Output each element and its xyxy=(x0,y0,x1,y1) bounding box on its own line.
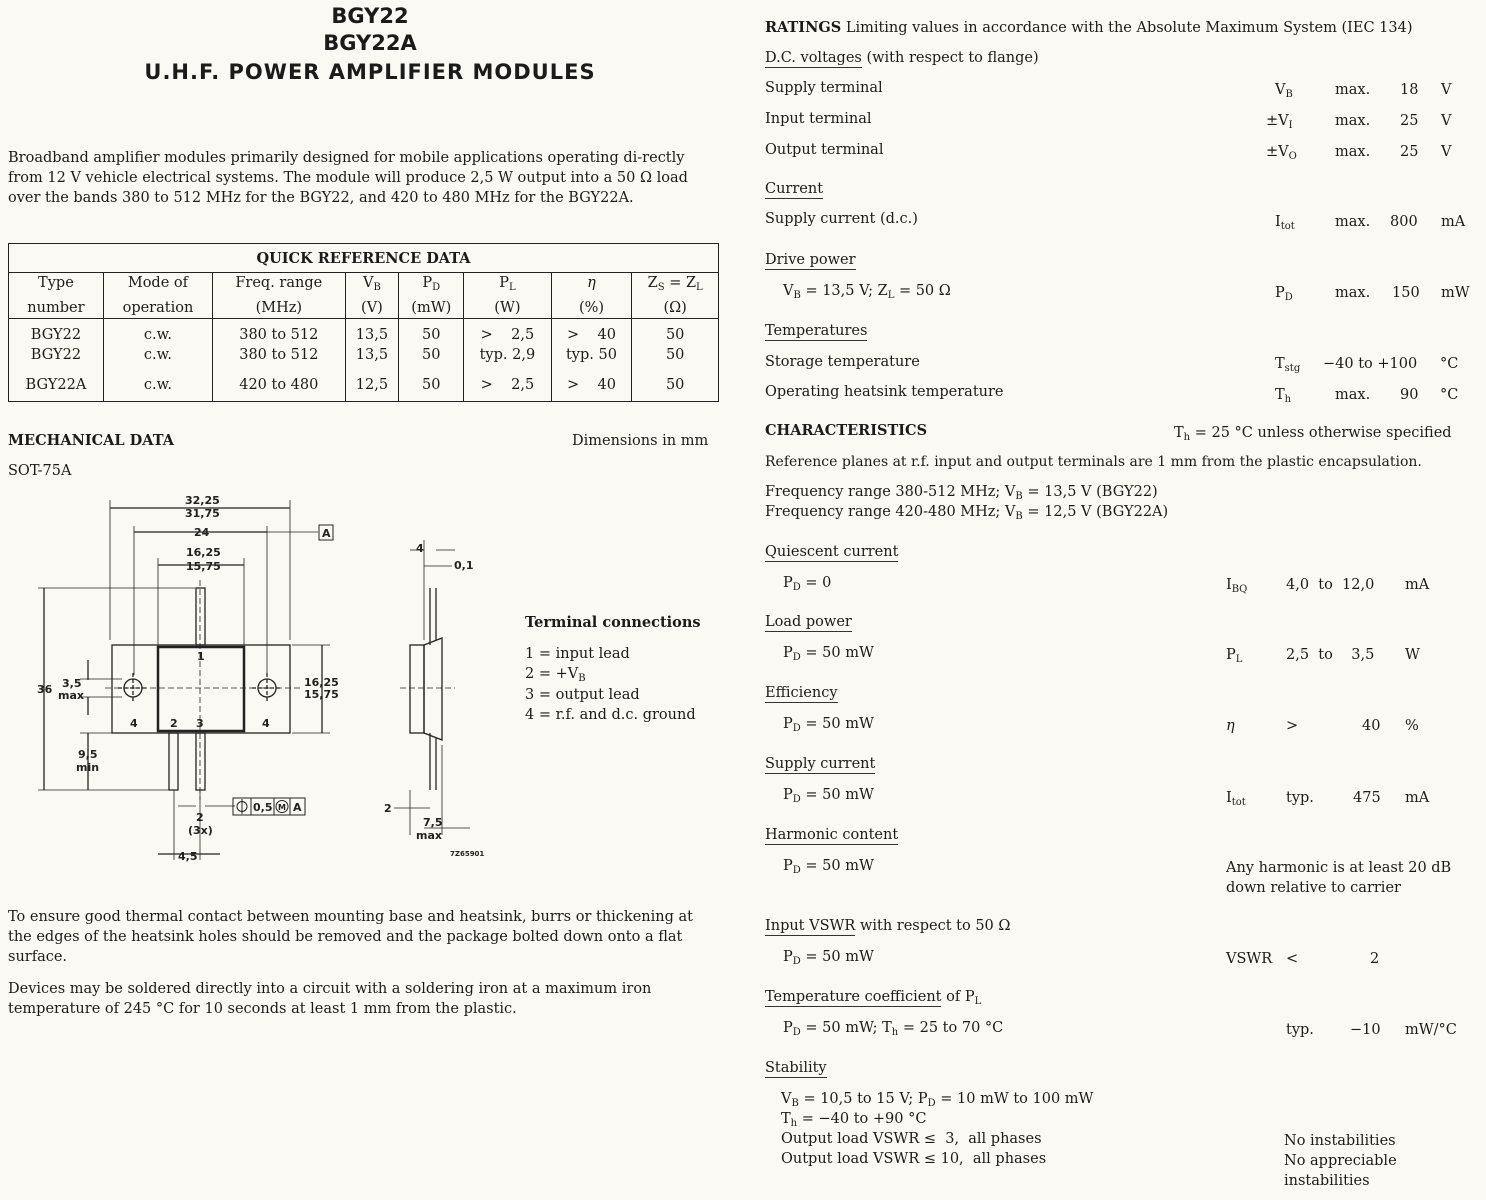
rating-max: max. xyxy=(1335,214,1371,230)
rating-max: max. xyxy=(1335,387,1371,403)
table-header-row-2 xyxy=(9,298,719,319)
rating-unit: V xyxy=(1441,144,1452,160)
terminal-2: $2 = +V_B$ xyxy=(525,666,586,684)
rating-unit: mA xyxy=(1441,214,1466,230)
characteristics-heading: CHARACTERISTICS xyxy=(765,422,928,439)
lead-3 xyxy=(196,733,205,790)
vswr-condition: $P_D = 50$ mW xyxy=(783,949,874,967)
supply-current-heading xyxy=(765,754,875,774)
rating-unit: V xyxy=(1441,113,1452,129)
st-head: Stability xyxy=(765,1060,827,1076)
rating-value: 150 xyxy=(1392,285,1420,301)
rating-value: 25 xyxy=(1400,144,1419,160)
rating-pre: ± xyxy=(1266,144,1279,160)
rating-symbol xyxy=(1275,283,1293,308)
rating-unit: V xyxy=(1441,82,1452,98)
rating-unit: °C xyxy=(1440,356,1459,372)
cell: typ. 50 xyxy=(551,345,632,365)
cell: 50 xyxy=(399,345,464,365)
cell: > 40 xyxy=(551,365,632,402)
intro-paragraph: Broadband amplifier modules primarily designed for mobile applications operating di-rectly from 12 V vehicle electrical systems. The module will produce 2,5 W output into a 50 Ω load over the bands 380 to 512 MHz for the BGY22, and 420 to 480 MHz for the BGY22A. xyxy=(8,150,688,206)
dim-w2: 31,75 xyxy=(185,507,220,520)
current-heading xyxy=(765,179,823,199)
rating-value: 90 xyxy=(1400,387,1419,403)
rating-label: Output terminal xyxy=(765,142,884,158)
tempco-condition: $P_D = 50$ mW; $T_h = 25$ to 70 °C xyxy=(783,1020,1004,1038)
drive-head: Drive power xyxy=(765,252,856,268)
vswr-lt: < xyxy=(1286,951,1299,967)
characteristics-condition: $T_h = 25$ °C unless otherwise specified xyxy=(1174,425,1452,443)
quiescent-symbol: $I_{BQ}$ xyxy=(1226,577,1248,595)
ratings-desc: Limiting values in accordance with the Absolute Maximum System (IEC 134) xyxy=(845,20,1413,36)
dim-w5: 15,75 xyxy=(186,560,221,573)
vs-head: Input VSWR xyxy=(765,918,856,934)
load-unit: W xyxy=(1405,647,1420,663)
header-freq-2: (MHz) xyxy=(213,298,346,319)
terminal-1: 1 = input lead xyxy=(525,646,630,662)
dim-pitch: 4,5 xyxy=(178,850,198,863)
rating-sub: O xyxy=(1288,151,1297,162)
rating-label: Storage temperature xyxy=(765,354,920,370)
quick-reference-table xyxy=(8,243,719,402)
table-row xyxy=(9,345,719,365)
rating-value: 25 xyxy=(1400,113,1419,129)
title-type-1: BGY22 xyxy=(331,4,409,28)
supply-symbol: $I_{tot}$ xyxy=(1226,790,1246,808)
lead-1 xyxy=(196,588,205,645)
tol-value: 0,5 xyxy=(253,801,273,814)
header-type: Type xyxy=(38,275,74,291)
pin-4-right-label: 4 xyxy=(262,717,270,730)
supply-value: 475 xyxy=(1353,790,1381,806)
header-eta: η xyxy=(551,273,632,299)
pin-1-label: 1 xyxy=(197,650,205,663)
terminal-3: 3 = output lead xyxy=(525,687,640,703)
pin-4-left-label: 4 xyxy=(130,717,138,730)
header-z-2: (Ω) xyxy=(632,298,719,319)
cell: 50 xyxy=(399,365,464,402)
cell: 50 xyxy=(632,345,719,365)
eff-head: Efficiency xyxy=(765,685,838,701)
header-vb-2: (V) xyxy=(345,298,399,319)
hc-head: Harmonic content xyxy=(765,827,899,843)
quiescent-unit: mA xyxy=(1405,577,1430,593)
header-z xyxy=(632,273,719,299)
cell: 50 xyxy=(632,365,719,402)
title-type-2: BGY22A xyxy=(323,31,417,55)
header-pd-2: (mW) xyxy=(399,298,464,319)
side-dim-b: 2 xyxy=(384,802,392,815)
cell: typ. 2,9 xyxy=(464,345,551,365)
rating-max: max. xyxy=(1335,82,1371,98)
hdr-sym: $P_L$ xyxy=(499,275,516,293)
rating-sym: V xyxy=(1275,82,1286,98)
dim-lead-count: (3x) xyxy=(188,824,213,837)
tc-rest: of $P_L$ xyxy=(946,989,982,1007)
rating-max: max. xyxy=(1335,285,1371,301)
supply-unit: mA xyxy=(1405,790,1430,806)
header-mode: Mode of xyxy=(103,273,212,299)
q-head: Quiescent current xyxy=(765,544,899,560)
freq-range-1: Frequency range 380-512 MHz; $V_B = 13,5$ V (BGY22) xyxy=(765,484,1158,502)
dc-voltages-heading xyxy=(765,48,1039,68)
ratings-heading xyxy=(765,18,1413,38)
cell: BGY22A xyxy=(25,377,87,393)
cell: c.w. xyxy=(103,345,212,365)
rating-symbol xyxy=(1275,354,1300,379)
side-dim-w2: max xyxy=(416,829,442,842)
efficiency-symbol: η xyxy=(1226,718,1235,734)
hdr-sym: $P_D$ xyxy=(422,275,441,293)
cell: 12,5 xyxy=(345,365,399,402)
tol-datum: A xyxy=(293,801,302,814)
pin-3-label: 3 xyxy=(196,717,204,730)
load-condition: $P_D = 50$ mW xyxy=(783,645,874,663)
stability-line: $V_B = 10,5$ to 15 V; $P_D = 10$ mW to 100 mW xyxy=(781,1091,1094,1109)
load-symbol: $P_L$ xyxy=(1226,647,1243,665)
dim-hh2: 15,75 xyxy=(304,688,339,701)
drawing-code: 7Z65901 xyxy=(450,850,485,858)
rating-max: max. xyxy=(1335,113,1371,129)
tempco-typ: typ. xyxy=(1286,1022,1314,1038)
quiescent-value: 4,0 to 12,0 xyxy=(1286,577,1375,593)
stability-result-2: No appreciable xyxy=(1284,1153,1397,1169)
cell: 50 xyxy=(399,319,464,346)
rating-unit: mW xyxy=(1441,285,1470,301)
dim-lead: 9,5 xyxy=(78,748,98,761)
pin-2-label: 2 xyxy=(170,717,178,730)
reference-planes: Reference planes at r.f. input and output terminals are 1 mm from the plastic encapsulation. xyxy=(765,454,1422,470)
rating-sub: h xyxy=(1284,394,1292,405)
stability-line: Output load VSWR ≤ 10, all phases xyxy=(781,1151,1047,1167)
hdr-sym: $V_B$ xyxy=(363,275,381,293)
cell: c.w. xyxy=(103,365,212,402)
header-pl xyxy=(464,273,551,299)
rating-label: Operating heatsink temperature xyxy=(765,384,1004,400)
lead-2 xyxy=(169,733,178,790)
temp-head: Temperatures xyxy=(765,323,868,339)
mechanical-drawing xyxy=(30,490,500,870)
rating-sym: T xyxy=(1275,356,1285,372)
vswr-heading xyxy=(765,916,1010,936)
quiescent-heading xyxy=(765,542,898,562)
efficiency-condition: $P_D = 50$ mW xyxy=(783,716,874,734)
load-power-heading xyxy=(765,612,852,632)
harmonic-condition: $P_D = 50$ mW xyxy=(783,858,874,876)
rating-symbol xyxy=(1275,385,1291,410)
stability-line: $T_h = -40$ to +90 °C xyxy=(781,1111,927,1129)
drive-heading xyxy=(765,250,856,270)
tempco-value: −10 xyxy=(1350,1022,1381,1038)
page-title: U.H.F. POWER AMPLIFIER MODULES xyxy=(144,60,596,84)
cell: 13,5 xyxy=(345,345,399,365)
rating-sym: V xyxy=(1278,144,1289,160)
rating-sub: D xyxy=(1284,292,1293,303)
rating-sym: T xyxy=(1275,387,1285,403)
side-dim-t2: 0,1 xyxy=(454,559,474,572)
dim-hh1: 16,25 xyxy=(304,676,339,689)
header-pl-2: (W) xyxy=(464,298,551,319)
rating-value: 800 xyxy=(1390,214,1418,230)
harmonic-text-2: down relative to carrier xyxy=(1226,880,1401,896)
stability-heading xyxy=(765,1058,827,1078)
table-row xyxy=(9,365,719,402)
table-row xyxy=(9,319,719,346)
rating-sym: V xyxy=(1278,113,1289,129)
dim-hole: 3,5 xyxy=(62,677,82,690)
header-type-2: number xyxy=(9,298,104,319)
cell: 380 to 512 xyxy=(213,345,346,365)
vswr-symbol: VSWR xyxy=(1226,951,1273,967)
stability-result-1: No instabilities xyxy=(1284,1133,1396,1149)
header-mode-2: operation xyxy=(103,298,212,319)
dim-w1: 32,25 xyxy=(185,494,220,507)
dim-lead-min: min xyxy=(76,761,100,774)
cell: > 2,5 xyxy=(464,365,551,402)
rating-symbol xyxy=(1266,142,1297,167)
rating-symbol xyxy=(1266,111,1293,136)
supply-condition: $P_D = 50$ mW xyxy=(783,787,874,805)
dc-rest: (with respect to flange) xyxy=(866,50,1039,66)
tol-m: M xyxy=(278,803,286,812)
current-head: Current xyxy=(765,181,824,197)
stability-result-3: instabilities xyxy=(1284,1173,1370,1189)
header-pd xyxy=(399,273,464,299)
package-name: SOT-75A xyxy=(8,463,72,479)
efficiency-value: 40 xyxy=(1362,718,1381,734)
rating-sub: stg xyxy=(1284,363,1301,374)
freq-range-2: Frequency range 420-480 MHz; $V_B = 12,5$ V (BGY22A) xyxy=(765,504,1169,522)
rating-unit: °C xyxy=(1440,387,1459,403)
rating-symbol xyxy=(1275,212,1295,237)
rating-sym: P xyxy=(1275,285,1285,301)
harmonic-text-1: Any harmonic is at least 20 dB xyxy=(1226,860,1452,876)
rating-sub: B xyxy=(1285,89,1293,100)
efficiency-gt: > xyxy=(1286,718,1299,734)
datum-label: A xyxy=(322,527,331,540)
table-caption: QUICK REFERENCE DATA xyxy=(9,244,719,273)
tc-head: Temperature coefficient xyxy=(765,989,942,1005)
rating-value: 18 xyxy=(1400,82,1419,98)
cell: 420 to 480 xyxy=(213,365,346,402)
rating-sym: I xyxy=(1275,214,1281,230)
stability-line: Output load VSWR ≤ 3, all phases xyxy=(781,1131,1042,1147)
cell: > 40 xyxy=(551,319,632,346)
sc-head: Supply current xyxy=(765,756,876,772)
dim-lead-width: 2 xyxy=(196,811,204,824)
rating-sub: tot xyxy=(1280,221,1295,232)
cell: c.w. xyxy=(103,319,212,346)
cell: 50 xyxy=(632,319,719,346)
cell: BGY22 xyxy=(30,327,82,343)
header-eta-2: (%) xyxy=(551,298,632,319)
rating-label: Supply current (d.c.) xyxy=(765,211,918,227)
cell: > 2,5 xyxy=(464,319,551,346)
header-freq: Freq. range xyxy=(213,273,346,299)
temperatures-heading xyxy=(765,321,867,341)
rating-sub: I xyxy=(1288,120,1293,131)
side-dim-w: 7,5 xyxy=(423,816,443,829)
hdr-sym: $Z_S = Z_L$ xyxy=(647,275,703,293)
cell: 13,5 xyxy=(345,319,399,346)
efficiency-unit: % xyxy=(1405,718,1419,734)
ratings-title: RATINGS xyxy=(765,19,842,36)
header-vb xyxy=(345,273,399,299)
mechanical-data-heading: MECHANICAL DATA xyxy=(8,432,174,449)
rating-symbol xyxy=(1275,80,1293,105)
rating-label: Supply terminal xyxy=(765,80,883,96)
tempco-heading xyxy=(765,987,981,1012)
terminal-connections-heading: Terminal connections xyxy=(525,614,701,631)
side-dim-t: 4 xyxy=(416,542,424,555)
tempco-unit: mW/°C xyxy=(1405,1022,1457,1038)
note-soldering: Devices may be soldered directly into a circuit with a soldering iron at a maximum iron temperature of 245 °C for 10 seconds at least 1 mm from the plastic. xyxy=(8,981,652,1017)
note-thermal: To ensure good thermal contact between mounting base and heatsink, burrs or thickening at the edges of the heatsink holes should be removed and the package bolted down onto a flat surface. xyxy=(8,909,693,965)
cell: 380 to 512 xyxy=(213,319,346,346)
dimensions-note: Dimensions in mm xyxy=(572,433,709,449)
dim-hole-max: max xyxy=(58,689,84,702)
load-value: 2,5 to 3,5 xyxy=(1286,647,1375,663)
rating-pre: ± xyxy=(1266,113,1279,129)
dim-w3: 24 xyxy=(194,526,210,539)
rating-label: $V_B = 13,5$ V; $Z_L = 50$ Ω xyxy=(783,283,951,301)
dim-height: 36 xyxy=(37,683,53,696)
cell: BGY22 xyxy=(30,347,82,363)
side-view-body xyxy=(424,638,442,740)
vs-rest: with respect to 50 Ω xyxy=(859,918,1011,934)
efficiency-heading xyxy=(765,683,838,703)
rating-range: −40 to +100 xyxy=(1323,356,1418,372)
quiescent-condition: $P_D = 0$ xyxy=(783,575,832,593)
harmonic-heading xyxy=(765,825,898,845)
dc-head: D.C. voltages xyxy=(765,50,862,66)
rating-label: Input terminal xyxy=(765,111,872,127)
supply-typ: typ. xyxy=(1286,790,1314,806)
dim-w4: 16,25 xyxy=(186,546,221,559)
table-header-row xyxy=(9,273,719,299)
rating-max: max. xyxy=(1335,144,1371,160)
side-view-flange xyxy=(410,645,424,733)
terminal-4: 4 = r.f. and d.c. ground xyxy=(525,707,696,723)
vswr-value: 2 xyxy=(1370,951,1380,967)
lp-head: Load power xyxy=(765,614,852,630)
